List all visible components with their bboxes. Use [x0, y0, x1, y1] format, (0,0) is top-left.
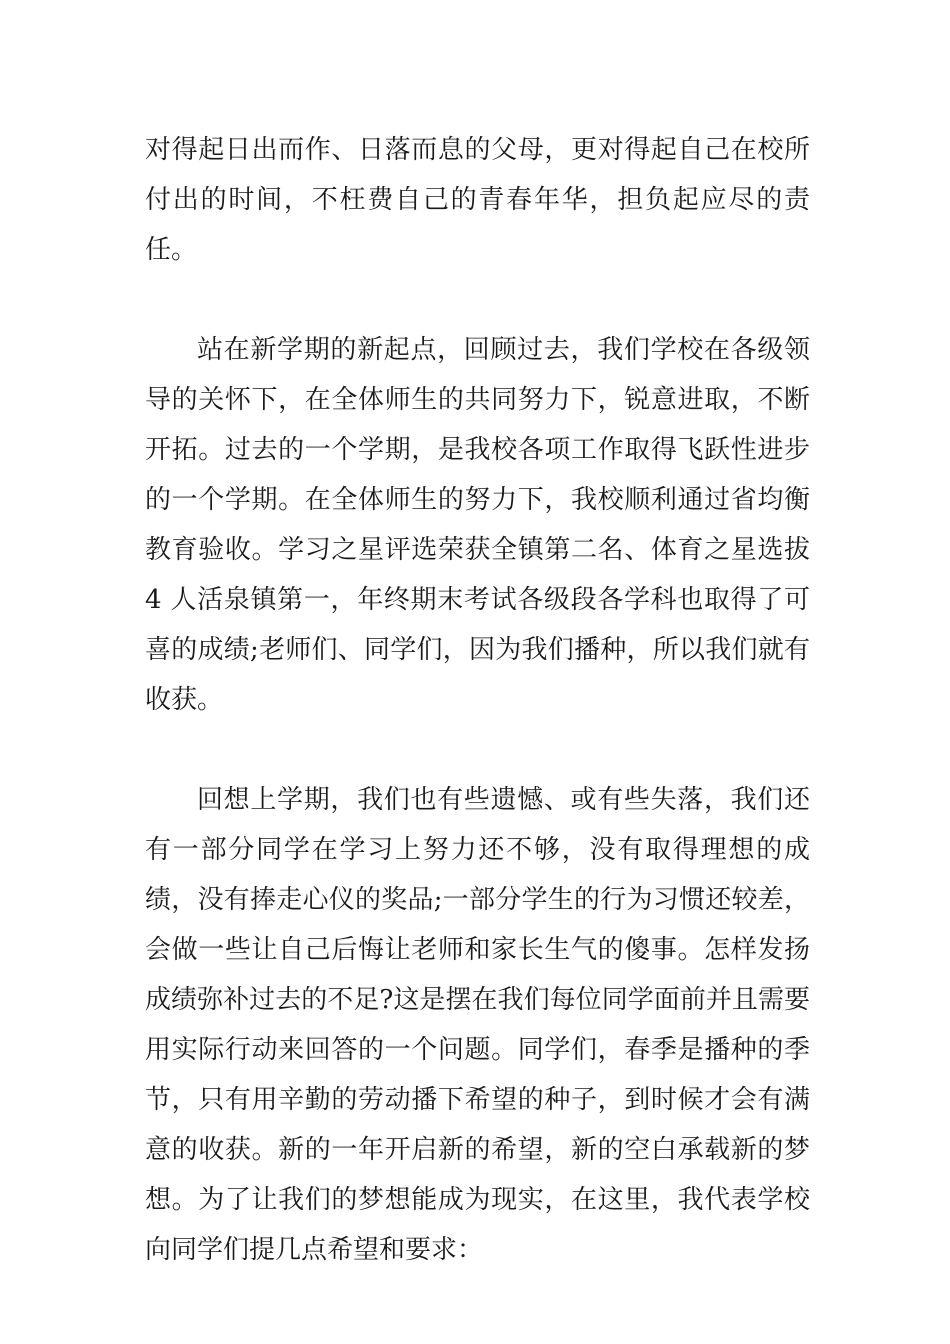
paragraph-1: 对得起日出而作、日落而息的父母，更对得起自己在校所付出的时间，不枉费自己的青春年华，担负起应尽的责任。: [145, 135, 810, 265]
paragraph-2: 站在新学期的新起点，回顾过去，我们学校在各级领导的关怀下，在全体师生的共同努力下，锐意进取，不断开拓。过去的一个学期，是我校各项工作取得飞跃性进步的一个学期。在全体师生的努力下，我校顺利通过省均衡教育验收。学习之星评选荣获全镇第二名、体育之星选拔 4 人活泉镇第一，年终期末考试各级段各学科也取得了可喜的成绩;老师们、同学们，因为我们播种，所以我们就有收获。: [145, 335, 810, 715]
paragraph-3: 回想上学期，我们也有些遗憾、或有些失落，我们还有一部分同学在学习上努力还不够，没有取得理想的成绩，没有捧走心仪的奖品;一部分学生的行为习惯还较差，会做一些让自己后悔让老师和家长生气的傻事。怎样发扬成绩弥补过去的不足?这是摆在我们每位同学面前并且需要用实际行动来回答的一个问题。同学们，春季是播种的季节，只有用辛勤的劳动播下希望的种子，到时候才会有满意的收获。新的一年开启新的希望，新的空白承载新的梦想。为了让我们的梦想能成为现实，在这里，我代表学校向同学们提几点希望和要求：: [145, 785, 810, 1265]
document-body: [145, 125, 810, 1275]
